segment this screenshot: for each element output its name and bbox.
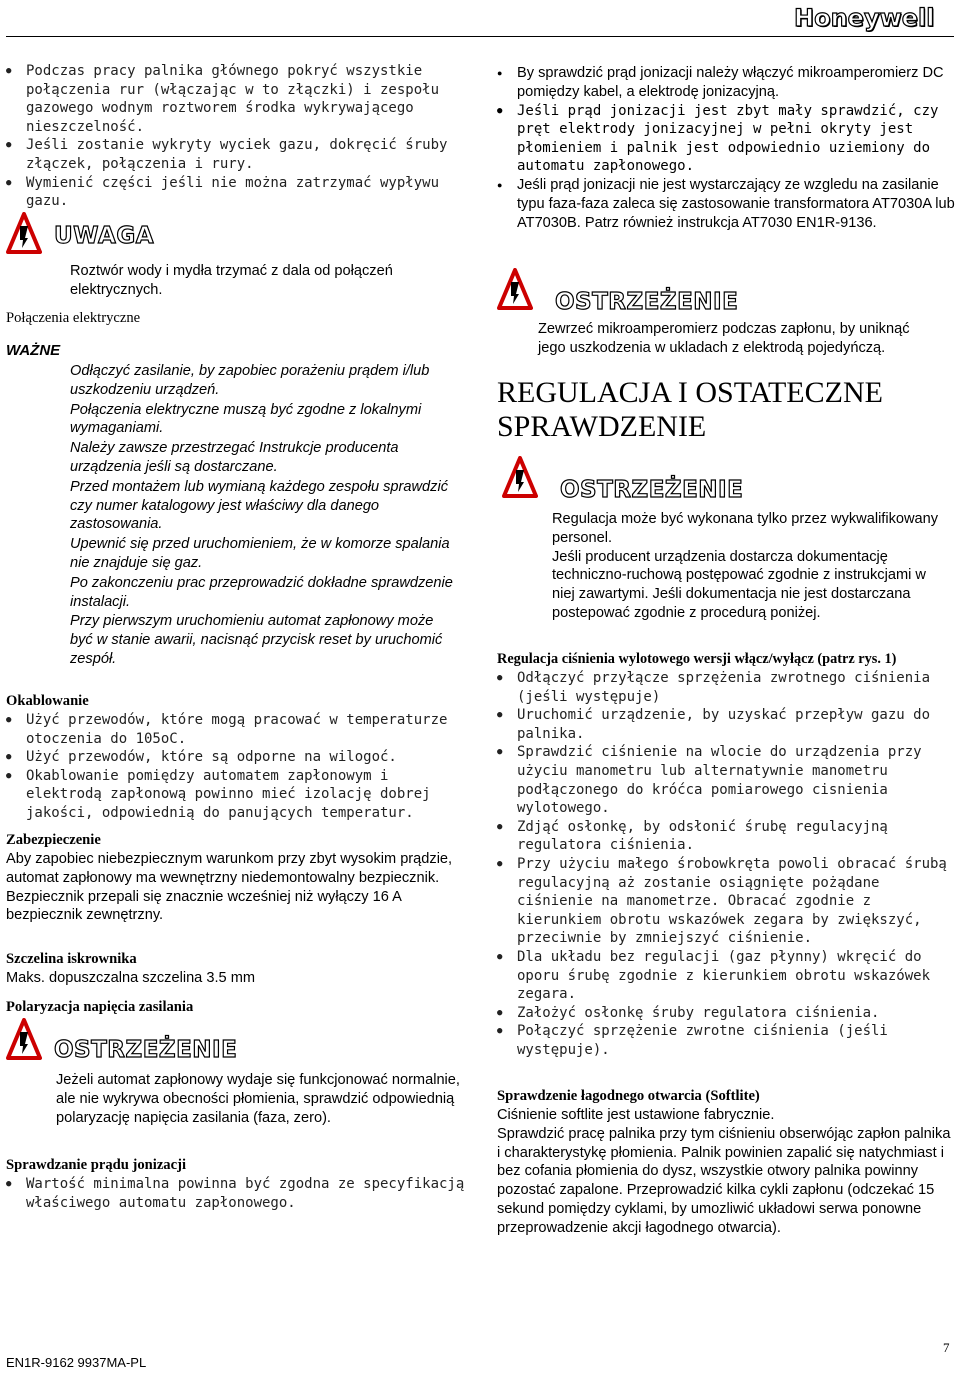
list-item: ● Założyć osłonkę śruby regulatora ciśnienia. <box>497 1004 957 1023</box>
zabezpieczenie-heading: Zabezpieczenie <box>6 832 101 848</box>
wazne-item: Przed montażem lub wymianą każdego zespołu sprawdzić czy numer katalogowy jest właściwy dla danego zastosowania. <box>70 478 448 533</box>
warning1-header <box>497 268 739 315</box>
softlite-p2: Sprawdzić pracę palnika przy tym ciśnieniu obserwójąc zapłon palnika i charakterystykę płomienia. Palnik powinien zapalić się natychmiast i bez cofania płomienia do dysz, wszystkie otwory palnika powinny pozostać zapalone. Przeprowadzić kilka cykli zapłonu (odczekać 15 sekund pomiędzy cyklami, by umozliwić układowi serwa ponowne przeprowadzenie akcji łagodnego otwarcia). <box>497 1125 951 1236</box>
honeywell-logo: Honeywell <box>794 4 935 32</box>
list-item: ● Użyć przewodów, które są odporne na wilogoć. <box>6 748 468 767</box>
wazne-item: Należy zawsze przestrzegać Instrukcje producenta urządzenia jeśli są dostarczane. <box>70 440 399 475</box>
list-item: ● Wartość minimalna powinna być zgodna ze specyfikacją właściwego automatu zapłonowego. <box>6 1175 468 1212</box>
wazne-item: Upewnić się przed uruchomieniem, że w komorze spalania nie znajduje się gaz. <box>70 536 450 571</box>
wazne-label: WAŻNE <box>6 342 61 359</box>
list-item: ● Jeśli prąd jonizacji nie jest wystarczający ze wzgledu na zasilanie typu faza-faza zaleca się zastosowanie transformatora AT7030A lub AT7030B. Patrz również instrukcja AT7030 EN1R-9136. <box>497 176 957 232</box>
electrical-heading: Połączenia elektryczne <box>6 310 141 326</box>
warning2-p1: Regulacja może być wykonana tylko przez wykwalifikowany personel. <box>552 511 939 546</box>
list-item: ● Dla układu bez regulacji (gaz płynny) wkręcić do oporu śrubę zgodnie z kierunkiem obrotu wskazówek zegara. <box>497 948 957 1004</box>
regulacja-list <box>497 669 957 1059</box>
list-item: ● Okablowanie pomiędzy automatem zapłonowym i elektrodą zapłonową powinno mieć izolację dobrej jakości, odpowiednią do panujących temperatur. <box>6 767 468 823</box>
polaryzacja-warning-header <box>6 1018 237 1062</box>
left-column <box>6 62 468 211</box>
szczelina-text: Maks. dopuszczalna szczelina 3.5 mm <box>6 970 256 986</box>
warning-triangle-icon <box>6 212 42 256</box>
list-item: ● Wymienić części jeśli nie można zatrzymać wypływu gazu. <box>6 174 468 211</box>
jonizacja-list <box>6 1175 468 1212</box>
polaryzacja-text: Jeżeli automat zapłonowy wydaje się funkcjonować normalnie, ale nie wykrywa obecności płomienia, sprawdzić odpowiednią polaryzację napięcia zasilania (faza, zero). <box>56 1072 460 1126</box>
list-item: ● Połączyć sprzężenie zwrotne ciśnienia (jeśli występuje). <box>497 1022 957 1059</box>
jonizacja-section <box>6 1156 468 1212</box>
softlite-heading: Sprawdzenie łagodnego otwarcia (Softlite) <box>497 1088 760 1104</box>
wazne-item: Przy pierwszym uruchomieniu automat zapłonowy może być w stanie awarii, nacisnąć przycisk reset by uruchomić zespół. <box>70 613 443 667</box>
leak-check-list <box>6 62 468 211</box>
okablowanie-list <box>6 711 468 823</box>
list-item: ● Uruchomić urządzenie, by uzyskać przepływ gazu do palnika. <box>497 706 957 743</box>
regulacja-heading: Regulacja ciśnienia wylotowego wersji włącz/wyłącz (patrz rys. 1) <box>497 651 897 667</box>
polaryzacja-warning-label: OSTRZEŻENIE <box>54 1037 238 1063</box>
list-item: ● By sprawdzić prąd jonizacji należy włączyć mikroamperomierz DC pomiędzy kabel, a elektrodę jonizacyjną. <box>497 64 957 102</box>
uwaga-label: UWAGA <box>54 223 154 249</box>
list-item: ● Przy użyciu małego śrobowkręta powoli obracać śrubą regulacyjną aż zostanie osiągnięte pożądane ciśnienie na manometrze. Obracać zgodnie z kierunkiem obrotu wskazówek zegara by zwiększyć, przeciwnie by zmniejszyć ciśnienie. <box>497 855 957 948</box>
section-title-line2: SPRAWDZENIE <box>497 410 707 443</box>
zabezpieczenie-p2: Bezpiecznik przepali się znacznie wcześniej niż wyłączy 16 A bezpiecznik zewnętrzny. <box>6 888 402 924</box>
list-item: ● Sprawdzić ciśnienie na wlocie do urządzenia przy użyciu manometru lub alternatywnie manometru podłączonego do króćca pomiarowego cisnienia wylotowego. <box>497 743 957 817</box>
list-item: ● Użyć przewodów, które mogą pracować w temperaturze otoczenia do 105oC. <box>6 711 468 748</box>
uwaga-header <box>6 212 154 256</box>
warning2-label: OSTRZEŻENIE <box>560 477 744 503</box>
list-item: ● Podczas pracy palnika głównego pokryć wszystkie połączenia rur (włączając w to złączki) i zespołu gazowego wodnym roztworem środka wykrywającego nieszczelność. <box>6 62 468 136</box>
szczelina-heading: Szczelina iskrownika <box>6 951 137 967</box>
wazne-item: Odłączyć zasilanie, by zapobiec porażeniu prądem i/lub uszkodzeniu urządzeń. <box>70 363 430 398</box>
warning1-text: Zewrzeć mikroamperomierz podczas zapłonu, by uniknąć jego uszkodzenia w ukladach z elektrodą pojedyńczą. <box>538 321 910 356</box>
polaryzacja-heading: Polaryzacja napięcia zasilania <box>6 999 194 1015</box>
wazne-list <box>70 362 454 670</box>
szczelina-section <box>6 950 468 988</box>
warning2-header <box>502 456 744 503</box>
ionization-check-list <box>497 64 957 232</box>
header-divider <box>6 36 954 37</box>
list-item: ● Jeśli zostanie wykryty wyciek gazu, dokręcić śruby złączek, połączenia i rury. <box>6 136 468 173</box>
footer-page-number: 7 <box>943 1340 950 1355</box>
wazne-item: Po zakonczeniu prac przeprowadzić dokładne sprawdzenie instalacji. <box>70 574 453 610</box>
warning1-label: OSTRZEŻENIE <box>555 289 739 315</box>
zabezpieczenie-section <box>6 831 468 925</box>
warning2-body <box>552 510 952 623</box>
list-item: ● Odłączyć przyłącze sprzężenia zwrotnego ciśnienia (jeśli występuje) <box>497 669 957 706</box>
regulacja-section <box>497 650 957 1059</box>
okablowanie-heading: Okablowanie <box>6 693 89 709</box>
list-item: ● Jeśli prąd jonizacji jest zbyt mały sprawdzić, czy pręt elektrody jonizacyjnej w pełni okryty jest płomieniem i palnik jest odpowiednio uziemiony do automatu zapłonowego. <box>497 102 957 176</box>
warning2-p2: Jeśli producent urządzenia dostarcza dokumentację techniczno-ruchową postępować zgodnie z instrukcjami w niej zawartymi. Jeśli dokumentacja nie jest dostarczana postepować zgodnie z procedurą poniżej. <box>552 548 926 621</box>
wazne-item: Połączenia elektryczne muszą być zgodne z lokalnymi wymaganiami. <box>70 401 422 437</box>
warning-triangle-icon <box>497 268 533 312</box>
right-top-section <box>497 64 957 232</box>
softlite-section <box>497 1087 957 1238</box>
warning-triangle-icon <box>502 456 538 500</box>
softlite-p1: Ciśnienie softlite jest ustawione fabrycznie. <box>497 1107 775 1123</box>
footer-doc-id: EN1R-9162 9937MA-PL <box>6 1355 147 1370</box>
list-item: ● Zdjąć osłonkę, by odsłonić śrubę regulacyjną regulatora ciśnienia. <box>497 818 957 855</box>
section-title-line1: REGULACJA I OSTATECZNE <box>497 376 883 409</box>
uwaga-text: Roztwór wody i mydła trzymać z dala od połączeń elektrycznych. <box>70 263 393 298</box>
okablowanie-section <box>6 692 468 823</box>
warning-triangle-icon <box>6 1018 42 1062</box>
section-title <box>497 376 883 444</box>
zabezpieczenie-p1: Aby zapobiec niebezpiecznym warunkom przy zbyt wysokim prądzie, automat zapłonowy ma wewnętrzny niedemontowalny bezpiecznik. <box>6 851 453 886</box>
jonizacja-heading: Sprawdzanie prądu jonizacji <box>6 1157 186 1173</box>
